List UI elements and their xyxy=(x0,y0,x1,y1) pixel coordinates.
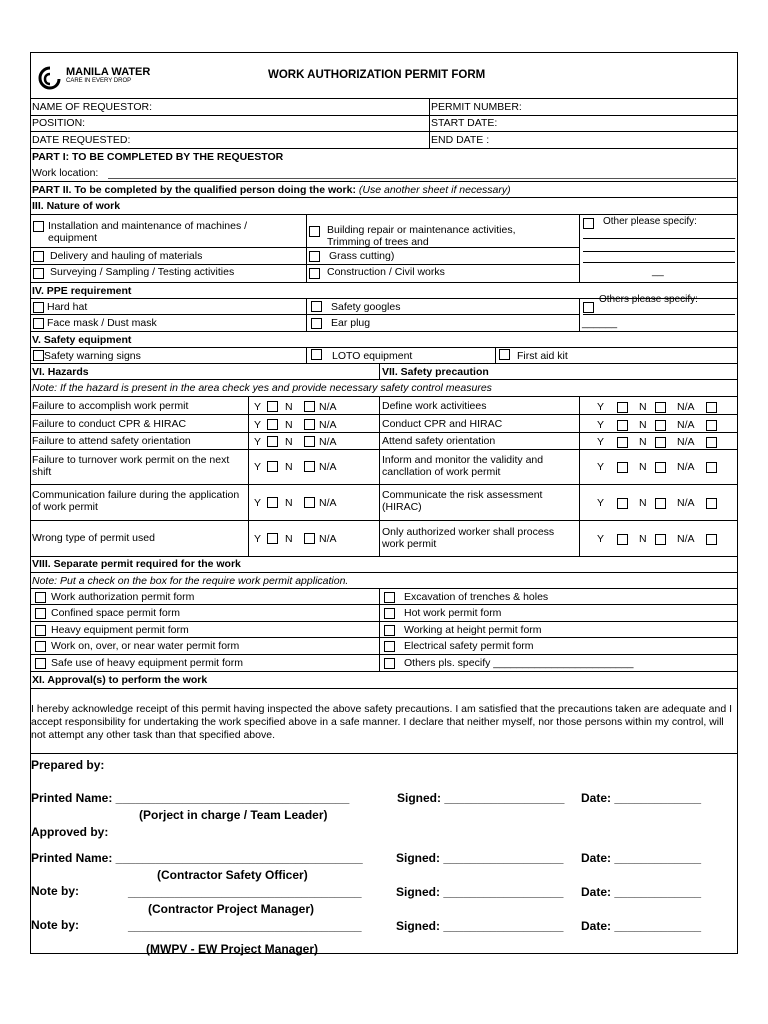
ppe-item-face-mask: Face mask / Dust mask xyxy=(47,317,157,329)
precaution-na-checkbox[interactable] xyxy=(706,402,717,413)
hazard-y-label: Y xyxy=(254,497,262,509)
permit-checkbox[interactable] xyxy=(35,608,46,619)
hazard-n-checkbox[interactable] xyxy=(304,419,315,430)
ppe-checkbox-ear-plug[interactable] xyxy=(311,318,322,329)
precaution-y-checkbox[interactable] xyxy=(617,402,628,413)
approval-title: XI. Approval(s) to perform the work xyxy=(32,674,208,686)
date-requested-label: DATE REQUESTED: xyxy=(32,134,131,146)
work-location-label: Work location: xyxy=(32,167,99,179)
precaution-n-label: N xyxy=(639,419,647,431)
form-title: WORK AUTHORIZATION PERMIT FORM xyxy=(268,69,486,81)
nature-item-3: Surveying / Sampling / Testing activities xyxy=(50,266,235,278)
separate-note: Note: Put a check on the box for the require work permit application. xyxy=(32,575,349,587)
precaution-n-checkbox[interactable] xyxy=(655,498,666,509)
nature-item-4: Building repair or maintenance activities, Trimming of trees and xyxy=(327,224,516,247)
safety-checkbox-signs[interactable] xyxy=(33,350,44,361)
permit-item: Working at height permit form xyxy=(404,624,542,636)
nature-dash: __ xyxy=(652,265,664,277)
precaution-n-label: N xyxy=(639,497,647,509)
water-drop-icon xyxy=(38,66,62,90)
nature-checkbox-4[interactable] xyxy=(309,226,320,237)
hazard-y-label: Y xyxy=(254,436,262,448)
precaution-y-checkbox[interactable] xyxy=(617,498,628,509)
hazard-n-label: N xyxy=(285,436,293,448)
approved-by-label: Approved by: xyxy=(31,825,109,839)
note-by-label: Note by: xyxy=(31,884,79,898)
permit-checkbox[interactable] xyxy=(35,592,46,603)
permit-checkbox[interactable] xyxy=(35,641,46,652)
hazard-n-checkbox[interactable] xyxy=(304,401,315,412)
hazard-na-label: N/A xyxy=(319,436,337,448)
precaution-y-label: Y xyxy=(597,461,605,473)
hazard-n-label: N xyxy=(285,533,293,545)
nature-item-1: Installation and maintenance of machines / equipment xyxy=(48,220,248,244)
signed-field[interactable]: Signed: __________________ xyxy=(396,919,564,933)
precaution-n-checkbox[interactable] xyxy=(655,420,666,431)
nature-checkbox-other[interactable] xyxy=(583,218,594,229)
hazard-text: Wrong type of permit used xyxy=(32,532,155,544)
approval-text: I hereby acknowledge receipt of this permit having inspected the above safety precautions. I am satisfied that the precautions taken are adequate and I accept responsibility for undertaking the work specified above in a safe manner. I declare that neither myself, nor those persons within my control, will not attempt any other task than that specified above. xyxy=(31,703,733,741)
hazard-na-label: N/A xyxy=(319,533,337,545)
precaution-na-checkbox[interactable] xyxy=(706,437,717,448)
nature-title: III. Nature of work xyxy=(32,200,121,212)
permit-item: Excavation of trenches & holes xyxy=(404,591,549,603)
precaution-y-checkbox[interactable] xyxy=(617,420,628,431)
precaution-text: Attend safety orientation xyxy=(382,435,496,447)
ppe-checkbox-face-mask[interactable] xyxy=(33,318,44,329)
safety-item-signs: Safety warning signs xyxy=(44,350,141,362)
role-label: (Contractor Safety Officer) xyxy=(157,868,308,882)
hazard-y-checkbox[interactable] xyxy=(267,533,278,544)
hazard-na-label: N/A xyxy=(319,401,337,413)
precaution-y-label: Y xyxy=(597,497,605,509)
nature-item-2: Delivery and hauling of materials xyxy=(50,250,203,262)
nature-item-5: Grass cutting) xyxy=(329,250,395,262)
hazard-na-label: N/A xyxy=(319,419,337,431)
precaution-text: Inform and monitor the validity and cancllation of work permit xyxy=(382,454,544,478)
part2-title: PART II. To be completed by the qualified person doing the work: (Use another sheet if necessary) xyxy=(32,184,511,196)
permit-checkbox[interactable] xyxy=(35,625,46,636)
precaution-y-checkbox[interactable] xyxy=(617,437,628,448)
precaution-y-label: Y xyxy=(597,419,605,431)
permit-checkbox[interactable] xyxy=(384,625,395,636)
separate-title: VIII. Separate permit required for the work xyxy=(32,558,241,570)
logo-name: MANILA WATER xyxy=(66,66,151,78)
permit-item: Safe use of heavy equipment permit form xyxy=(51,657,244,669)
ppe-checkbox-hard-hat[interactable] xyxy=(33,302,44,313)
precaution-text: Communicate the risk assessment (HIRAC) xyxy=(382,489,543,513)
hazard-text: Failure to accomplish work permit xyxy=(32,400,189,412)
hazard-n-label: N xyxy=(285,419,293,431)
printed-name-field[interactable]: Printed Name: _____________________________________ xyxy=(31,851,363,865)
precaution-title: VII. Safety precaution xyxy=(382,366,489,378)
hazards-title: VI. Hazards xyxy=(32,366,89,378)
hazard-n-label: N xyxy=(285,401,293,413)
precaution-n-label: N xyxy=(639,533,647,545)
nature-checkbox-3[interactable] xyxy=(33,268,44,279)
precaution-text: Only authorized worker shall process work permit xyxy=(382,526,555,550)
hazard-text: Failure to turnover work permit on the next shift xyxy=(32,454,230,478)
hazard-na-label: N/A xyxy=(319,461,337,473)
hazard-y-label: Y xyxy=(254,461,262,473)
precaution-n-label: N xyxy=(639,461,647,473)
hazard-y-checkbox[interactable] xyxy=(267,419,278,430)
hazard-na-label: N/A xyxy=(319,497,337,509)
nature-checkbox-2[interactable] xyxy=(33,251,44,262)
start-date-label: START DATE: xyxy=(431,117,498,129)
permit-item: Work on, over, or near water permit form xyxy=(51,640,240,652)
precaution-n-label: N xyxy=(639,401,647,413)
permit-number-label: PERMIT NUMBER: xyxy=(431,101,522,113)
precaution-y-checkbox[interactable] xyxy=(617,534,628,545)
logo-tagline: CARE IN EVERY DROP xyxy=(66,78,132,84)
ppe-checkbox-others[interactable] xyxy=(583,302,594,313)
hazard-n-label: N xyxy=(285,461,293,473)
note-by-label: Note by: xyxy=(31,918,79,932)
hazard-n-checkbox[interactable] xyxy=(304,533,315,544)
hazard-n-label: N xyxy=(285,497,293,509)
signed-field[interactable]: Signed: __________________ xyxy=(396,851,564,865)
hazard-n-checkbox[interactable] xyxy=(304,436,315,447)
precaution-na-label: N/A xyxy=(677,497,695,509)
name-line[interactable]: ___________________________________ xyxy=(128,885,362,899)
precaution-text: Conduct CPR and HIRAC xyxy=(382,418,503,430)
safety-checkbox-loto[interactable] xyxy=(311,349,322,360)
precaution-n-checkbox[interactable] xyxy=(655,402,666,413)
permit-item: Others pls. specify ________________________ xyxy=(404,657,634,669)
nature-checkbox-6[interactable] xyxy=(309,268,320,279)
safety-item-loto: LOTO equipment xyxy=(332,350,413,362)
hazard-y-label: Y xyxy=(254,401,262,413)
precaution-na-label: N/A xyxy=(677,401,695,413)
precaution-y-label: Y xyxy=(597,533,605,545)
date-field[interactable]: Date: _____________ xyxy=(581,791,702,805)
precaution-y-label: Y xyxy=(597,401,605,413)
hazard-y-checkbox[interactable] xyxy=(267,401,278,412)
precaution-y-label: Y xyxy=(597,436,605,448)
permit-checkbox[interactable] xyxy=(384,641,395,652)
hazards-note: Note: If the hazard is present in the area check yes and provide necessary safety control measures xyxy=(32,382,492,394)
role-label: (Contractor Project Manager) xyxy=(148,902,315,916)
precaution-y-checkbox[interactable] xyxy=(617,462,628,473)
permit-item: Electrical safety permit form xyxy=(404,640,534,652)
ppe-item-ear-plug: Ear plug xyxy=(331,317,371,329)
signed-field[interactable]: Signed: __________________ xyxy=(396,885,564,899)
nature-item-other: Other please specify: xyxy=(603,216,697,227)
part1-title: PART I: TO BE COMPLETED BY THE REQUESTOR xyxy=(32,151,284,163)
ppe-item-hard-hat: Hard hat xyxy=(47,301,88,313)
safety-equipment-title: V. Safety equipment xyxy=(32,334,132,346)
hazard-text: Failure to conduct CPR & HIRAC xyxy=(32,418,187,430)
position-label: POSITION: xyxy=(32,117,86,129)
manila-water-logo xyxy=(38,64,168,92)
ppe-others-line: ______ xyxy=(582,317,618,329)
precaution-na-label: N/A xyxy=(677,533,695,545)
permit-checkbox[interactable] xyxy=(384,608,395,619)
ppe-checkbox-googles[interactable] xyxy=(311,301,322,312)
hazard-y-label: Y xyxy=(254,533,262,545)
role-label: (MWPV - EW Project Manager) xyxy=(146,942,319,956)
hazard-y-label: Y xyxy=(254,419,262,431)
signed-field[interactable]: Signed: __________________ xyxy=(397,791,565,805)
hazard-n-checkbox[interactable] xyxy=(304,497,315,508)
printed-name-field[interactable]: Printed Name: ___________________________________ xyxy=(31,791,350,805)
ppe-item-googles: Safety googles xyxy=(331,301,401,313)
precaution-n-label: N xyxy=(639,436,647,448)
precaution-na-label: N/A xyxy=(677,436,695,448)
role-label: (Porject in charge / Team Leader) xyxy=(139,808,328,822)
precaution-na-label: N/A xyxy=(677,419,695,431)
hazard-y-checkbox[interactable] xyxy=(267,436,278,447)
permit-item: Work authorization permit form xyxy=(51,591,195,603)
permit-checkbox[interactable] xyxy=(384,658,395,669)
precaution-na-checkbox[interactable] xyxy=(706,534,717,545)
nature-checkbox-5[interactable] xyxy=(309,251,320,262)
hazard-y-checkbox[interactable] xyxy=(267,461,278,472)
permit-item: Heavy equipment permit form xyxy=(51,624,189,636)
ppe-item-others: Others please specify: xyxy=(599,294,698,305)
date-field[interactable]: Date: _____________ xyxy=(581,851,702,865)
hazard-text: Communication failure during the application of work permit xyxy=(32,489,240,513)
permit-checkbox[interactable] xyxy=(384,592,395,603)
permit-checkbox[interactable] xyxy=(35,658,46,669)
permit-item: Hot work permit form xyxy=(404,607,502,619)
name-of-requestor-label: NAME OF REQUESTOR: xyxy=(32,101,152,113)
precaution-text: Define work activitiees xyxy=(382,400,487,412)
precaution-n-checkbox[interactable] xyxy=(655,437,666,448)
precaution-na-checkbox[interactable] xyxy=(706,420,717,431)
nature-item-6: Construction / Civil works xyxy=(327,266,445,278)
hazard-text: Failure to attend safety orientation xyxy=(32,435,191,447)
date-field[interactable]: Date: _____________ xyxy=(581,919,702,933)
name-line[interactable]: ___________________________________ xyxy=(128,919,362,933)
precaution-na-checkbox[interactable] xyxy=(706,462,717,473)
permit-item: Confined space permit form xyxy=(51,607,180,619)
safety-item-first-aid: First aid kit xyxy=(517,350,568,362)
precaution-n-checkbox[interactable] xyxy=(655,534,666,545)
precaution-na-checkbox[interactable] xyxy=(706,498,717,509)
precaution-n-checkbox[interactable] xyxy=(655,462,666,473)
ppe-title: IV. PPE requirement xyxy=(32,285,132,297)
date-field[interactable]: Date: _____________ xyxy=(581,885,702,899)
prepared-by-label: Prepared by: xyxy=(31,758,105,772)
hazard-y-checkbox[interactable] xyxy=(267,497,278,508)
nature-checkbox-1[interactable] xyxy=(33,221,44,232)
safety-checkbox-first-aid[interactable] xyxy=(499,349,510,360)
hazard-n-checkbox[interactable] xyxy=(304,461,315,472)
precaution-na-label: N/A xyxy=(677,461,695,473)
end-date-label: END DATE : xyxy=(431,134,490,146)
